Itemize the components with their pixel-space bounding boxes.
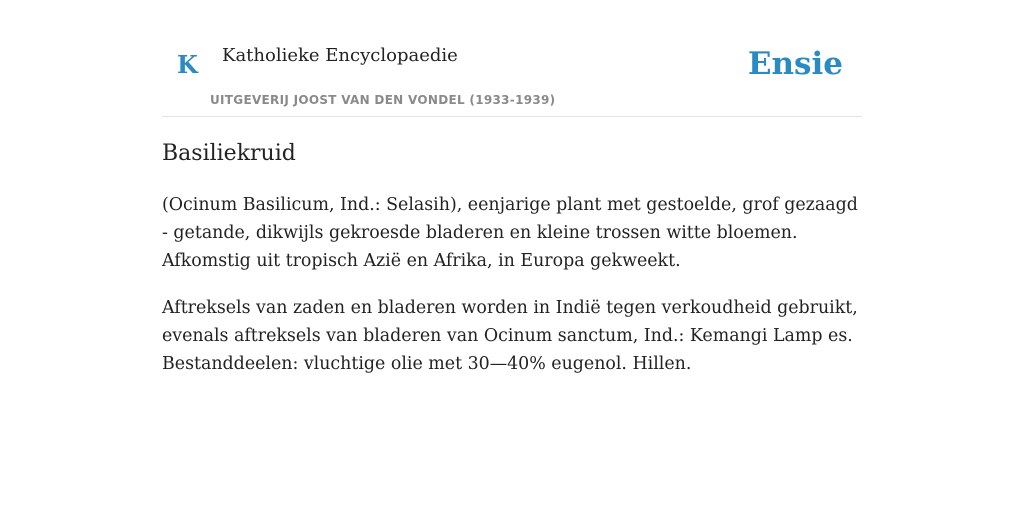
publication-title[interactable]: Katholieke Encyclopaedie: [222, 45, 458, 66]
publication-logo[interactable]: K: [177, 50, 198, 79]
publisher-label: UITGEVERIJ JOOST VAN DEN VONDEL (1933-1939): [210, 93, 556, 107]
article-title: Basiliekruid: [162, 141, 296, 166]
article-paragraph: (Ocinum Basilicum, Ind.: Selasih), eenjarige plant met gestoelde, grof gezaagd - getande, dikwijls gekroesde bladeren en kleine trossen witte bloemen. Afkomstig uit tropisch Azië en Afrika, in Europa gekweekt.: [162, 195, 858, 272]
header: [162, 0, 862, 117]
article: [162, 136, 862, 397]
ensie-logo[interactable]: Ensie: [747, 46, 843, 82]
article-paragraph: Aftreksels van zaden en bladeren worden in Indië tegen verkoudheid gebruikt, evenals aftreksels van bladeren van Ocinum sanctum, Ind.: Kemangi Lamp es. Bestanddeelen: vluchtige olie met 30—40% eugenol. Hillen.: [162, 298, 858, 375]
